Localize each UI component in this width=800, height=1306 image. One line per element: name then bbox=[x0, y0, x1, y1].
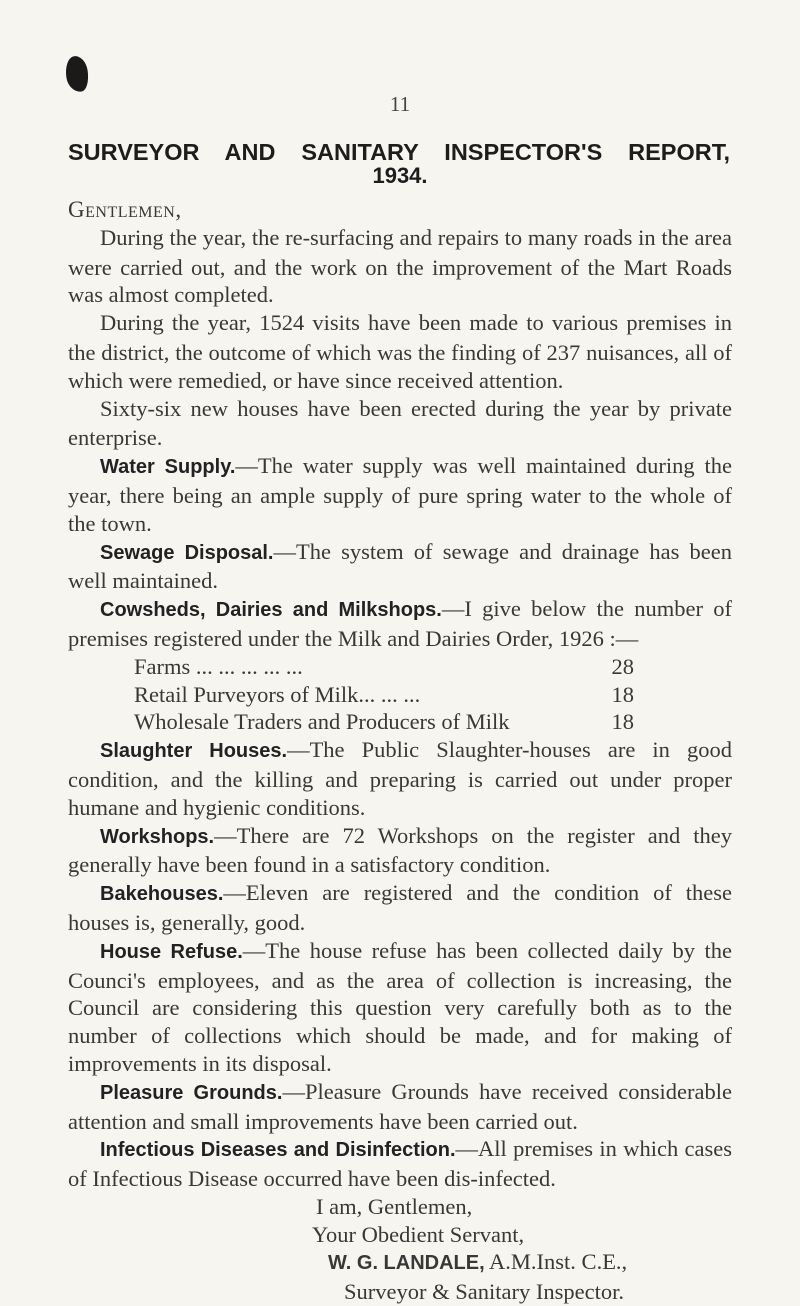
signatory-qualifications: A.M.Inst. C.E., bbox=[484, 1249, 628, 1275]
paragraph: During the year, 1524 visits have been made to various premises in the district, the outcome of which was the finding of 237 nuisances, all of which were remedied, or have since received attention. bbox=[68, 310, 732, 393]
closing-block bbox=[68, 1193, 732, 1306]
salutation: Gentlemen, bbox=[68, 197, 182, 222]
signatory-position: Surveyor & Sanitary Inspector. bbox=[344, 1279, 624, 1305]
paragraph-sewage-disposal: Sewage Disposal.—The system of sewage and drainage has been well maintained. bbox=[68, 538, 732, 594]
closing-line: I am, Gentlemen, bbox=[316, 1193, 473, 1219]
closing-line: Your Obedient Servant, bbox=[312, 1221, 525, 1247]
signatory-name: W. G. LANDALE, bbox=[328, 1252, 485, 1275]
paragraph-slaughter-houses: Slaughter Houses.—The Public Slaughter-houses are in good condition, and the killing and preparing is carried out under proper humane and hygienic conditions. bbox=[68, 737, 732, 820]
report-year: 1934. bbox=[372, 163, 428, 188]
paragraph-water-supply: Water Supply.—The water supply was well maintained during the year, there being an ample supply of pure spring water to the whole of the town. bbox=[68, 453, 732, 536]
table-row: Wholesale Traders and Producers of Milk 18 bbox=[134, 709, 634, 735]
ink-blot-mark bbox=[64, 55, 91, 94]
table-row: Retail Purveyors of Milk... ... ... 18 bbox=[134, 681, 634, 707]
paragraph: Sixty-six new houses have been erected during the year by private enterprise. bbox=[68, 395, 732, 451]
report-body bbox=[68, 196, 732, 1306]
paragraph-pleasure-grounds: Pleasure Grounds.—Pleasure Grounds have received considerable attention and small improvements have been carried out. bbox=[68, 1078, 732, 1134]
registered-premises-table bbox=[134, 653, 634, 736]
paragraph-cowsheds: Cowsheds, Dairies and Milkshops.—I give below the number of premises registered under the Milk and Dairies Order, 1926 :— bbox=[68, 596, 732, 651]
report-title: SURVEYOR AND SANITARY INSPECTOR'S REPORT, bbox=[68, 139, 730, 165]
page-number: 11 bbox=[389, 92, 411, 116]
paragraph-house-refuse: House Refuse.—The house refuse has been collected daily by the Counci's employees, and as the area of collection is increasing, the Council are considering this question very carefully both as to the number of collections which should be made, and for making of improvements in its disposal. bbox=[68, 937, 732, 1076]
paragraph-bakehouses: Bakehouses.—Eleven are registered and the condition of these houses is, generally, good. bbox=[68, 880, 732, 935]
signature-line bbox=[68, 1248, 732, 1278]
table-row: Farms ... ... ... ... ... 28 bbox=[134, 653, 634, 679]
paragraph-infectious-diseases: Infectious Diseases and Disinfection.—All premises in which cases of Infectious Disease occurred have been dis-infected. bbox=[68, 1136, 732, 1192]
paragraph: During the year, the re-surfacing and repairs to many roads in the area were carried out, and the work on the improvement of the Mart Roads was almost completed. bbox=[68, 224, 732, 308]
paragraph-workshops: Workshops.—There are 72 Workshops on the register and they generally have been found in a satisfactory condition. bbox=[68, 822, 732, 878]
